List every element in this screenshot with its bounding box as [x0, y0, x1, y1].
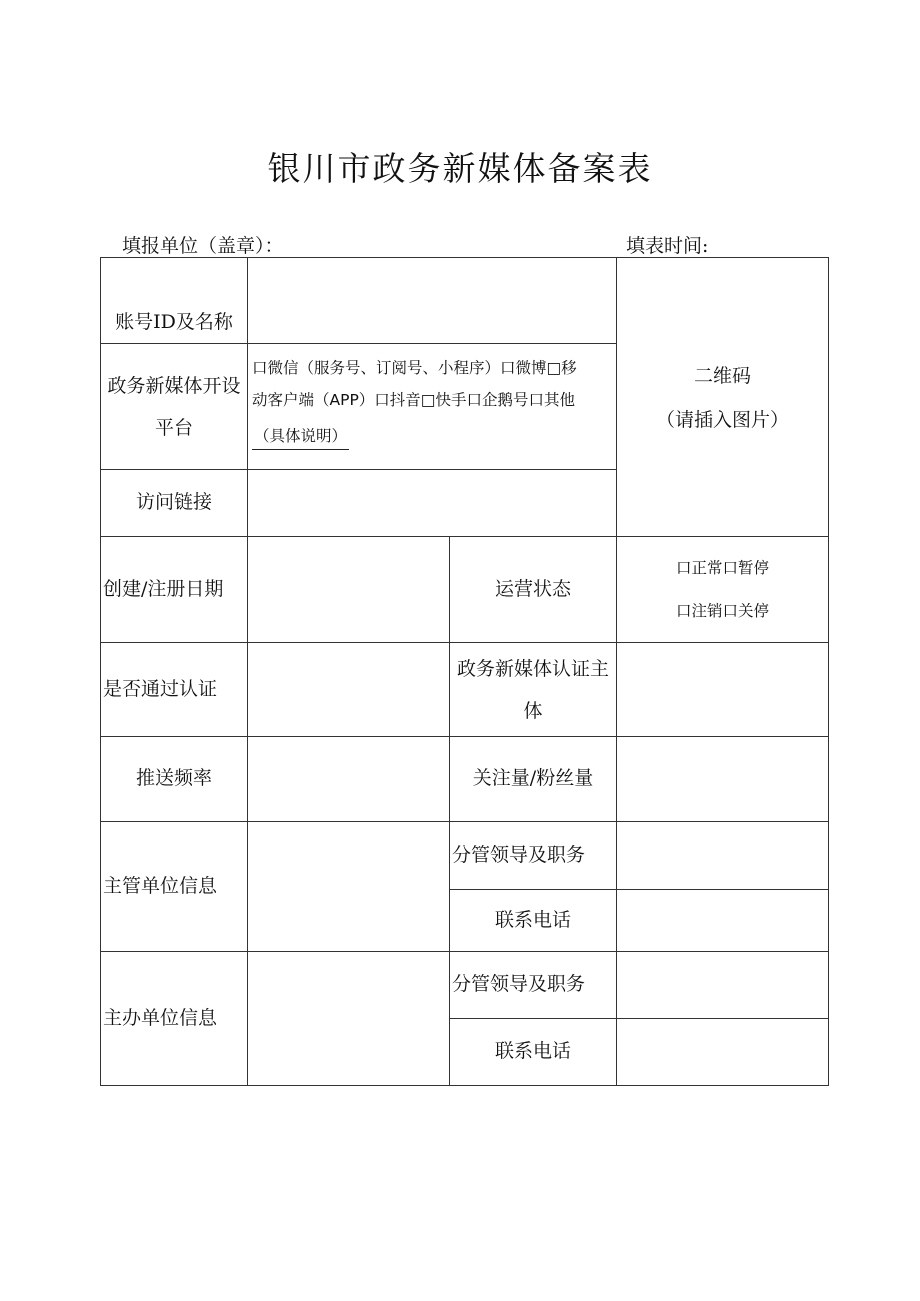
host-leader-field[interactable]: [616, 951, 829, 1019]
link-label: 访问链接: [135, 491, 212, 514]
supervisor-phone-label: 联系电话: [494, 908, 571, 931]
fill-time-label: 填表时间:: [626, 235, 709, 257]
host-value-field[interactable]: [247, 951, 450, 1086]
supervisor-leader-label: 分管领导及职务: [452, 843, 586, 866]
certified-label: 是否通过认证: [103, 677, 218, 700]
frequency-label-cell: [100, 736, 248, 822]
frequency-value-field[interactable]: [247, 736, 450, 822]
platform-options-line-1: 口微信（服务号、订阅号、小程序）口微博□移: [252, 359, 577, 377]
frequency-label: 推送频率: [135, 767, 212, 790]
certified-label-cell: [100, 642, 248, 737]
supervisor-phone-field[interactable]: [616, 889, 829, 952]
followers-label: 关注量/粉丝量: [472, 767, 594, 790]
link-label-cell: [100, 469, 248, 537]
qr-code-hint: （请插入图片）: [655, 409, 789, 431]
link-value-field[interactable]: [247, 469, 617, 537]
host-leader-label: 分管领导及职务: [452, 973, 586, 996]
supervisor-label-cell: [100, 821, 248, 952]
supervisor-value-field[interactable]: [247, 821, 450, 952]
platform-other-note[interactable]: （具体说明）: [252, 423, 349, 450]
qr-code-label: 二维码: [693, 365, 751, 387]
platform-options-line-2: 动客户端（APP）口抖音□快手口企鹅号口其他: [252, 391, 575, 409]
account-label-cell: [100, 257, 248, 344]
platform-label: 政务新媒体开设平台: [107, 374, 241, 439]
account-label: 账号ID及名称: [115, 310, 233, 333]
cert-subject-label: 政务新媒体认证主体: [456, 657, 609, 722]
host-phone-label-cell: [449, 1018, 617, 1086]
fill-unit-label: 填报单位（盖章）：: [122, 235, 284, 257]
qr-code-cell[interactable]: [616, 257, 829, 537]
host-label: 主办单位信息: [103, 1006, 218, 1029]
cert-subject-label-cell: [449, 642, 617, 737]
supervisor-leader-field[interactable]: [616, 821, 829, 890]
host-phone-label: 联系电话: [494, 1040, 571, 1063]
followers-value-field[interactable]: [616, 736, 829, 822]
account-value-field[interactable]: [247, 257, 617, 344]
host-phone-field[interactable]: [616, 1018, 829, 1086]
supervisor-leader-label-cell: [449, 821, 617, 890]
followers-label-cell: [449, 736, 617, 822]
status-options-cell[interactable]: [616, 536, 829, 643]
host-label-cell: [100, 951, 248, 1086]
certified-value-field[interactable]: [247, 642, 450, 737]
page-title: 银川市政务新媒体备案表: [267, 149, 653, 188]
status-option-row-2[interactable]: 口注销口关停: [675, 601, 769, 620]
status-option-row-1[interactable]: 口正常口暂停: [675, 558, 769, 577]
host-leader-label-cell: [449, 951, 617, 1019]
created-value-field[interactable]: [247, 536, 450, 643]
cert-subject-value-field[interactable]: [616, 642, 829, 737]
status-label-cell: [449, 536, 617, 643]
platform-label-cell: [100, 343, 248, 470]
status-label: 运营状态: [494, 577, 571, 600]
platform-options[interactable]: [247, 343, 617, 470]
created-label-cell: [100, 536, 248, 643]
supervisor-label: 主管单位信息: [103, 874, 218, 897]
supervisor-phone-label-cell: [449, 889, 617, 952]
created-label: 创建/注册日期: [103, 577, 224, 600]
